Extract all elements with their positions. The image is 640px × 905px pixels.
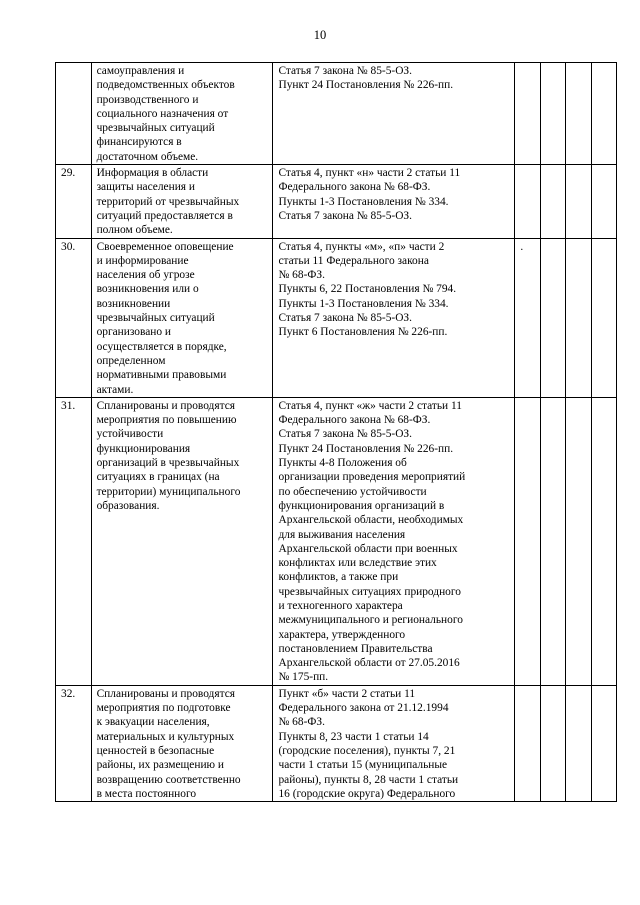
requirement-line: полном объеме.: [96, 224, 173, 237]
legal-basis-line: Статья 7 закона № 85-5-ОЗ.: [278, 312, 412, 325]
row-number: 32.: [56, 685, 92, 801]
legal-basis-line: Федерального закона № 68-ФЗ.: [278, 414, 431, 427]
legal-basis-line: Статья 7 закона № 85-5-ОЗ.: [278, 65, 412, 77]
table-row: [56, 397, 617, 685]
table-row: [56, 238, 617, 397]
legal-basis-line: Пункты 4-8 Положения об: [278, 457, 407, 470]
requirement-line: финансируются в: [96, 136, 182, 149]
requirement-line: производственного и: [96, 93, 199, 106]
legal-basis-line: Архангельской области от 27.05.2016: [278, 657, 460, 670]
legal-basis-line: части 1 статьи 15 (муниципальные: [278, 759, 448, 772]
legal-basis-cell: [273, 238, 515, 397]
answer-cell: [566, 63, 591, 165]
requirement-line: чрезвычайных ситуаций: [96, 312, 215, 325]
legal-basis-line: Пункты 6, 22 Постановления № 794.: [278, 283, 457, 296]
row-number: 29.: [56, 165, 92, 238]
legal-basis-line: Пункт 6 Постановления № 226-пп.: [278, 326, 448, 339]
answer-cell: [566, 397, 591, 685]
requirement-line: ситуациях в границах (на: [96, 471, 220, 484]
legal-basis-line: Пункт 24 Постановления № 226-пп.: [278, 442, 454, 455]
requirement-line: возникновении: [96, 297, 171, 310]
requirement-line: организовано и: [96, 326, 172, 339]
legal-basis-line: Пункт «б» части 2 статьи 11: [278, 687, 416, 700]
row-number: 31.: [56, 397, 92, 685]
answer-cell: [540, 397, 565, 685]
answer-cell: [540, 165, 565, 238]
legal-basis-line: Статья 4, пункты «м», «п» части 2: [278, 240, 445, 253]
requirement-line: защиты населения и: [96, 181, 195, 194]
requirement-line: Спланированы и проводятся: [96, 687, 236, 700]
requirement-cell: [91, 63, 273, 165]
legal-basis-line: Статья 4, пункт «ж» части 2 статьи 11: [278, 399, 462, 412]
legal-basis-line: характера, утвержденного: [278, 628, 406, 641]
legal-basis-line: Статья 7 закона № 85-5-ОЗ.: [278, 209, 412, 222]
requirement-line: ценностей в безопасные: [96, 744, 215, 757]
legal-basis-line: (городские поселения), пункты 7, 21: [278, 744, 456, 757]
answer-cell: [540, 238, 565, 397]
requirement-line: районы, их размещению и: [96, 759, 225, 772]
requirement-line: нормативными правовыми: [96, 369, 227, 382]
legal-basis-line: районы), пункты 8, 28 части 1 статьи: [278, 773, 459, 786]
legal-basis-line: Архангельской области, необходимых: [278, 514, 464, 527]
requirement-line: определенном: [96, 354, 166, 367]
legal-basis-cell: [273, 397, 515, 685]
requirement-line: достаточном объеме.: [96, 150, 199, 163]
legal-basis-line: организации проведения мероприятий: [278, 471, 466, 484]
requirement-line: осуществляется в порядке,: [96, 340, 227, 353]
table-row: [56, 165, 617, 238]
legal-basis-line: Архангельской области при военных: [278, 542, 458, 555]
requirement-line: возникновения или о: [96, 283, 199, 296]
answer-cell: [566, 238, 591, 397]
legal-basis-line: и техногенного характера: [278, 599, 403, 612]
legal-basis-line: Федерального закона от 21.12.1994: [278, 702, 449, 715]
table-row: [56, 63, 617, 165]
requirement-line: образования.: [96, 499, 160, 512]
answer-cell: [591, 165, 616, 238]
requirement-line: материальных и культурных: [96, 730, 235, 743]
answer-cell: [591, 63, 616, 165]
table-body: [56, 63, 617, 802]
answer-cell: [540, 63, 565, 165]
legal-basis-line: Статья 4, пункт «н» части 2 статьи 11: [278, 167, 461, 180]
requirement-line: организаций в чрезвычайных: [96, 457, 240, 470]
legal-basis-cell: [273, 63, 515, 165]
answer-cell: [566, 685, 591, 801]
legal-basis-line: Федерального закона № 68-ФЗ.: [278, 181, 431, 194]
legal-basis-line: по обеспечению устойчивости: [278, 485, 427, 498]
table-row: [56, 685, 617, 801]
legal-basis-line: № 175-пп.: [278, 671, 329, 684]
requirement-line: функционирования: [96, 442, 191, 455]
requirement-cell: [91, 397, 273, 685]
requirement-line: территорий от чрезвычайных: [96, 195, 240, 208]
requirement-line: самоуправления и: [96, 65, 185, 77]
legal-basis-line: постановлением Правительства: [278, 642, 433, 655]
requirement-line: устойчивости: [96, 428, 164, 441]
answer-cell: [515, 63, 540, 165]
legal-basis-line: конфликтов, а также при: [278, 571, 399, 584]
page-number: 10: [313, 28, 327, 42]
requirement-cell: [91, 685, 273, 801]
requirement-line: мероприятия по подготовке: [96, 702, 231, 715]
answer-cell: [566, 165, 591, 238]
row-number: 30.: [56, 238, 92, 397]
requirement-line: Спланированы и проводятся: [96, 399, 236, 412]
requirement-line: в места постоянного: [96, 787, 197, 800]
requirement-line: населения об угрозе: [96, 269, 195, 282]
legal-basis-line: № 68-ФЗ.: [278, 716, 325, 729]
requirements-table: [55, 62, 617, 802]
legal-basis-line: Пункт 24 Постановления № 226-пп.: [278, 79, 454, 92]
requirement-cell: [91, 238, 273, 397]
requirement-line: Информация в области: [96, 167, 209, 180]
legal-basis-line: 16 (городские округа) Федерального: [278, 787, 456, 800]
answer-cell: .: [515, 238, 540, 397]
legal-basis-line: статьи 11 Федерального закона: [278, 254, 429, 267]
answer-cell: [591, 238, 616, 397]
legal-basis-line: функционирования организаций в: [278, 499, 445, 512]
legal-basis-line: межмуниципального и регионального: [278, 614, 463, 627]
legal-basis-line: Пункты 8, 23 части 1 статьи 14: [278, 730, 429, 743]
legal-basis-line: № 68-ФЗ.: [278, 269, 325, 282]
answer-cell: [591, 685, 616, 801]
requirement-line: актами.: [96, 383, 134, 396]
legal-basis-line: Пункты 1-3 Постановления № 334.: [278, 195, 449, 208]
requirement-line: и информирование: [96, 254, 189, 267]
legal-basis-line: Статья 7 закона № 85-5-ОЗ.: [278, 428, 412, 441]
requirement-line: к эвакуации населения,: [96, 716, 210, 729]
legal-basis-cell: [273, 685, 515, 801]
requirement-line: чрезвычайных ситуаций: [96, 122, 215, 135]
legal-basis-line: Пункты 1-3 Постановления № 334.: [278, 297, 449, 310]
legal-basis-cell: [273, 165, 515, 238]
requirement-line: Своевременное оповещение: [96, 240, 234, 253]
requirement-line: ситуаций предоставляется в: [96, 209, 233, 222]
requirement-cell: [91, 165, 273, 238]
legal-basis-line: для выживания населения: [278, 528, 406, 541]
requirement-line: мероприятия по повышению: [96, 414, 237, 427]
answer-cell: [515, 397, 540, 685]
answer-cell: [591, 397, 616, 685]
requirement-line: возвращению соответственно: [96, 773, 241, 786]
requirement-line: территории) муниципального: [96, 485, 241, 498]
row-number: [56, 63, 92, 165]
requirement-line: социального назначения от: [96, 107, 229, 120]
legal-basis-line: конфликтах или вследствие этих: [278, 557, 437, 570]
legal-basis-line: чрезвычайных ситуациях природного: [278, 585, 461, 598]
answer-cell: [515, 165, 540, 238]
answer-cell: [515, 685, 540, 801]
requirement-line: подведомственных объектов: [96, 79, 235, 92]
answer-cell: [540, 685, 565, 801]
